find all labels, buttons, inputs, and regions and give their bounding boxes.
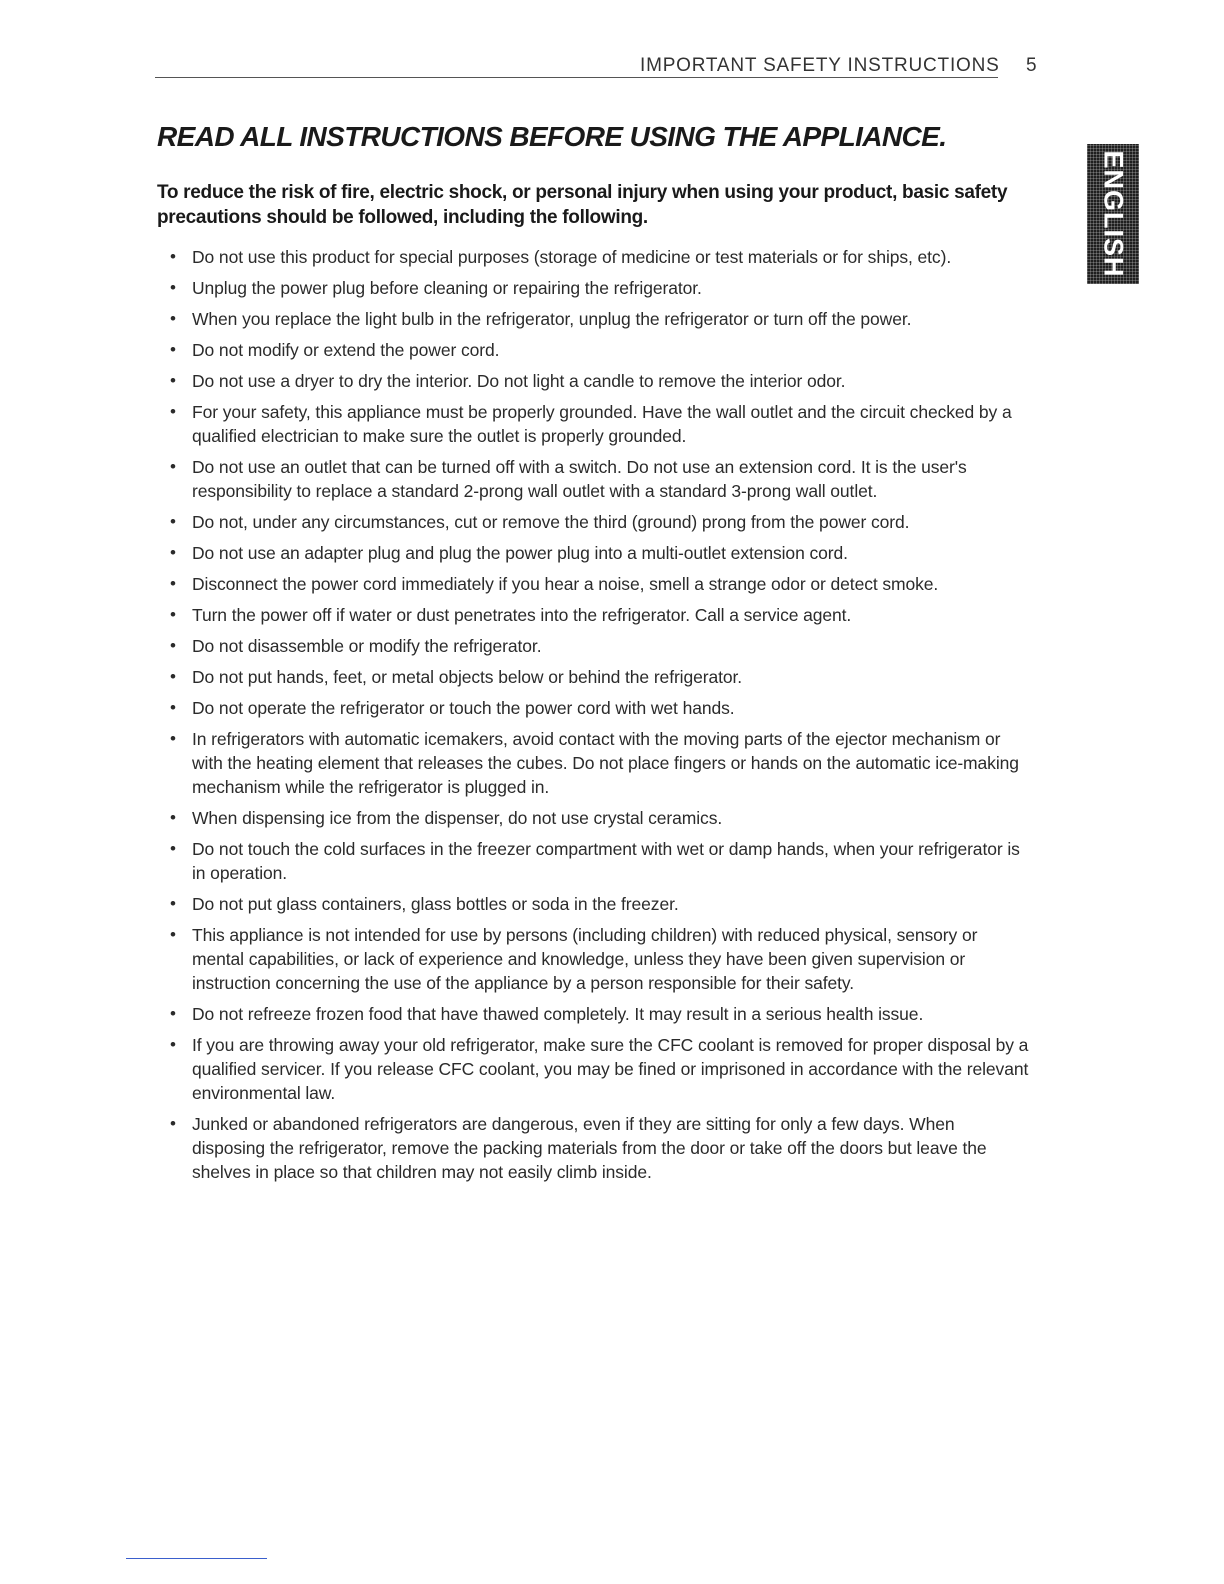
list-item [170,1112,1030,1184]
list-item-text: When you replace the light bulb in the refrigerator, unplug the refrigerator or turn off the power. [192,309,912,329]
bullet-dot: • [170,698,176,717]
list-item-text: In refrigerators with automatic icemakers, avoid contact with the moving parts of the ejector mechanism or with the heating element that releases the cubes. Do not place fingers or hands on the automatic ice-making mechanism while the refrigerator is plugged in. [192,729,1019,797]
list-item-text: Do not modify or extend the power cord. [192,340,500,360]
list-item-text: Disconnect the power cord immediately if you hear a noise, smell a strange odor or detect smoke. [192,574,939,594]
list-item-text: For your safety, this appliance must be properly grounded. Have the wall outlet and the circuit checked by a qualified electrician to make sure the outlet is properly grounded. [192,402,1012,446]
bullet-dot: • [170,543,176,562]
list-item [170,455,1030,503]
list-item [170,1033,1030,1105]
list-item [170,541,1030,565]
bullet-dot: • [170,1035,176,1054]
bullet-dot: • [170,1114,176,1133]
list-item [170,276,1030,300]
bullet-dot: • [170,278,176,297]
list-item [170,338,1030,362]
intro-paragraph: To reduce the risk of fire, electric shock, or personal injury when using your product, basic safety precautions should be followed, including the following. [157,182,1008,228]
list-item [170,510,1030,534]
list-item-text: Do not refreeze frozen food that have thawed completely. It may result in a serious health issue. [192,1004,924,1024]
list-item-text: Do not, under any circumstances, cut or remove the third (ground) prong from the power cord. [192,512,910,532]
list-item-text: Unplug the power plug before cleaning or repairing the refrigerator. [192,278,702,298]
list-item-text: Turn the power off if water or dust penetrates into the refrigerator. Call a service agent. [192,605,852,625]
safety-instructions-list [170,245,1030,1191]
list-item-text: This appliance is not intended for use by persons (including children) with reduced physical, sensory or mental capabilities, or lack of experience and knowledge, unless they have been given supervision or instruction concerning the use of the appliance by a person responsible for their safety. [192,925,978,993]
list-item [170,400,1030,448]
list-item-text: Do not put glass containers, glass bottles or soda in the freezer. [192,894,679,914]
list-item [170,634,1030,658]
bullet-dot: • [170,1004,176,1023]
list-item [170,245,1030,269]
list-item [170,572,1030,596]
list-item-text: Do not disassemble or modify the refrigerator. [192,636,542,656]
bullet-dot: • [170,925,176,944]
list-item [170,892,1030,916]
list-item-text: Do not operate the refrigerator or touch the power cord with wet hands. [192,698,735,718]
bullet-dot: • [170,340,176,359]
list-item [170,1002,1030,1026]
list-item [170,696,1030,720]
list-item-text: Junked or abandoned refrigerators are dangerous, even if they are sitting for only a few days. When disposing the refrigerator, remove the packing materials from the door or take off the doors but leave the shelves in place so that children may not easily climb inside. [192,1114,987,1182]
language-tab [1087,144,1139,284]
bullet-dot: • [170,605,176,624]
list-item-text: Do not use an outlet that can be turned off with a switch. Do not use an extension cord. It is the user's responsibility to replace a standard 2-prong wall outlet with a standard 3-prong wall outlet. [192,457,967,501]
list-item-text: Do not use an adapter plug and plug the power plug into a multi-outlet extension cord. [192,543,848,563]
bullet-dot: • [170,636,176,655]
list-item [170,307,1030,331]
list-item-text: If you are throwing away your old refrigerator, make sure the CFC coolant is removed for proper disposal by a qualified servicer. If you release CFC coolant, you may be fined or imprisoned in accordance with the relevant environmental law. [192,1035,1029,1103]
header-title: IMPORTANT SAFETY INSTRUCTIONS [640,55,1000,76]
list-item [170,923,1030,995]
list-item-text: When dispensing ice from the dispenser, do not use crystal ceramics. [192,808,723,828]
list-item-text: Do not use a dryer to dry the interior. Do not light a candle to remove the interior odor. [192,371,846,391]
bullet-dot: • [170,457,176,476]
list-item [170,837,1030,885]
list-item-text: Do not put hands, feet, or metal objects below or behind the refrigerator. [192,667,743,687]
language-tab-label: ENGLISH [1098,150,1129,278]
bullet-dot: • [170,512,176,531]
bullet-dot: • [170,839,176,858]
list-item [170,603,1030,627]
list-item [170,806,1030,830]
bullet-dot: • [170,402,176,421]
bullet-dot: • [170,247,176,266]
page-heading: READ ALL INSTRUCTIONS BEFORE USING THE APPLIANCE. [157,121,947,152]
bullet-dot: • [170,729,176,748]
bullet-dot: • [170,574,176,593]
list-item [170,727,1030,799]
list-item-text: Do not touch the cold surfaces in the freezer compartment with wet or damp hands, when your refrigerator is in operation. [192,839,1020,883]
list-item-text: Do not use this product for special purposes (storage of medicine or test materials or for ships, etc). [192,247,952,267]
bullet-dot: • [170,371,176,390]
bullet-dot: • [170,808,176,827]
footer-rule [126,1558,267,1559]
header-rule [155,77,998,78]
list-item [170,369,1030,393]
page-number: 5 [1026,55,1037,76]
bullet-dot: • [170,894,176,913]
list-item [170,665,1030,689]
bullet-dot: • [170,309,176,328]
bullet-dot: • [170,667,176,686]
